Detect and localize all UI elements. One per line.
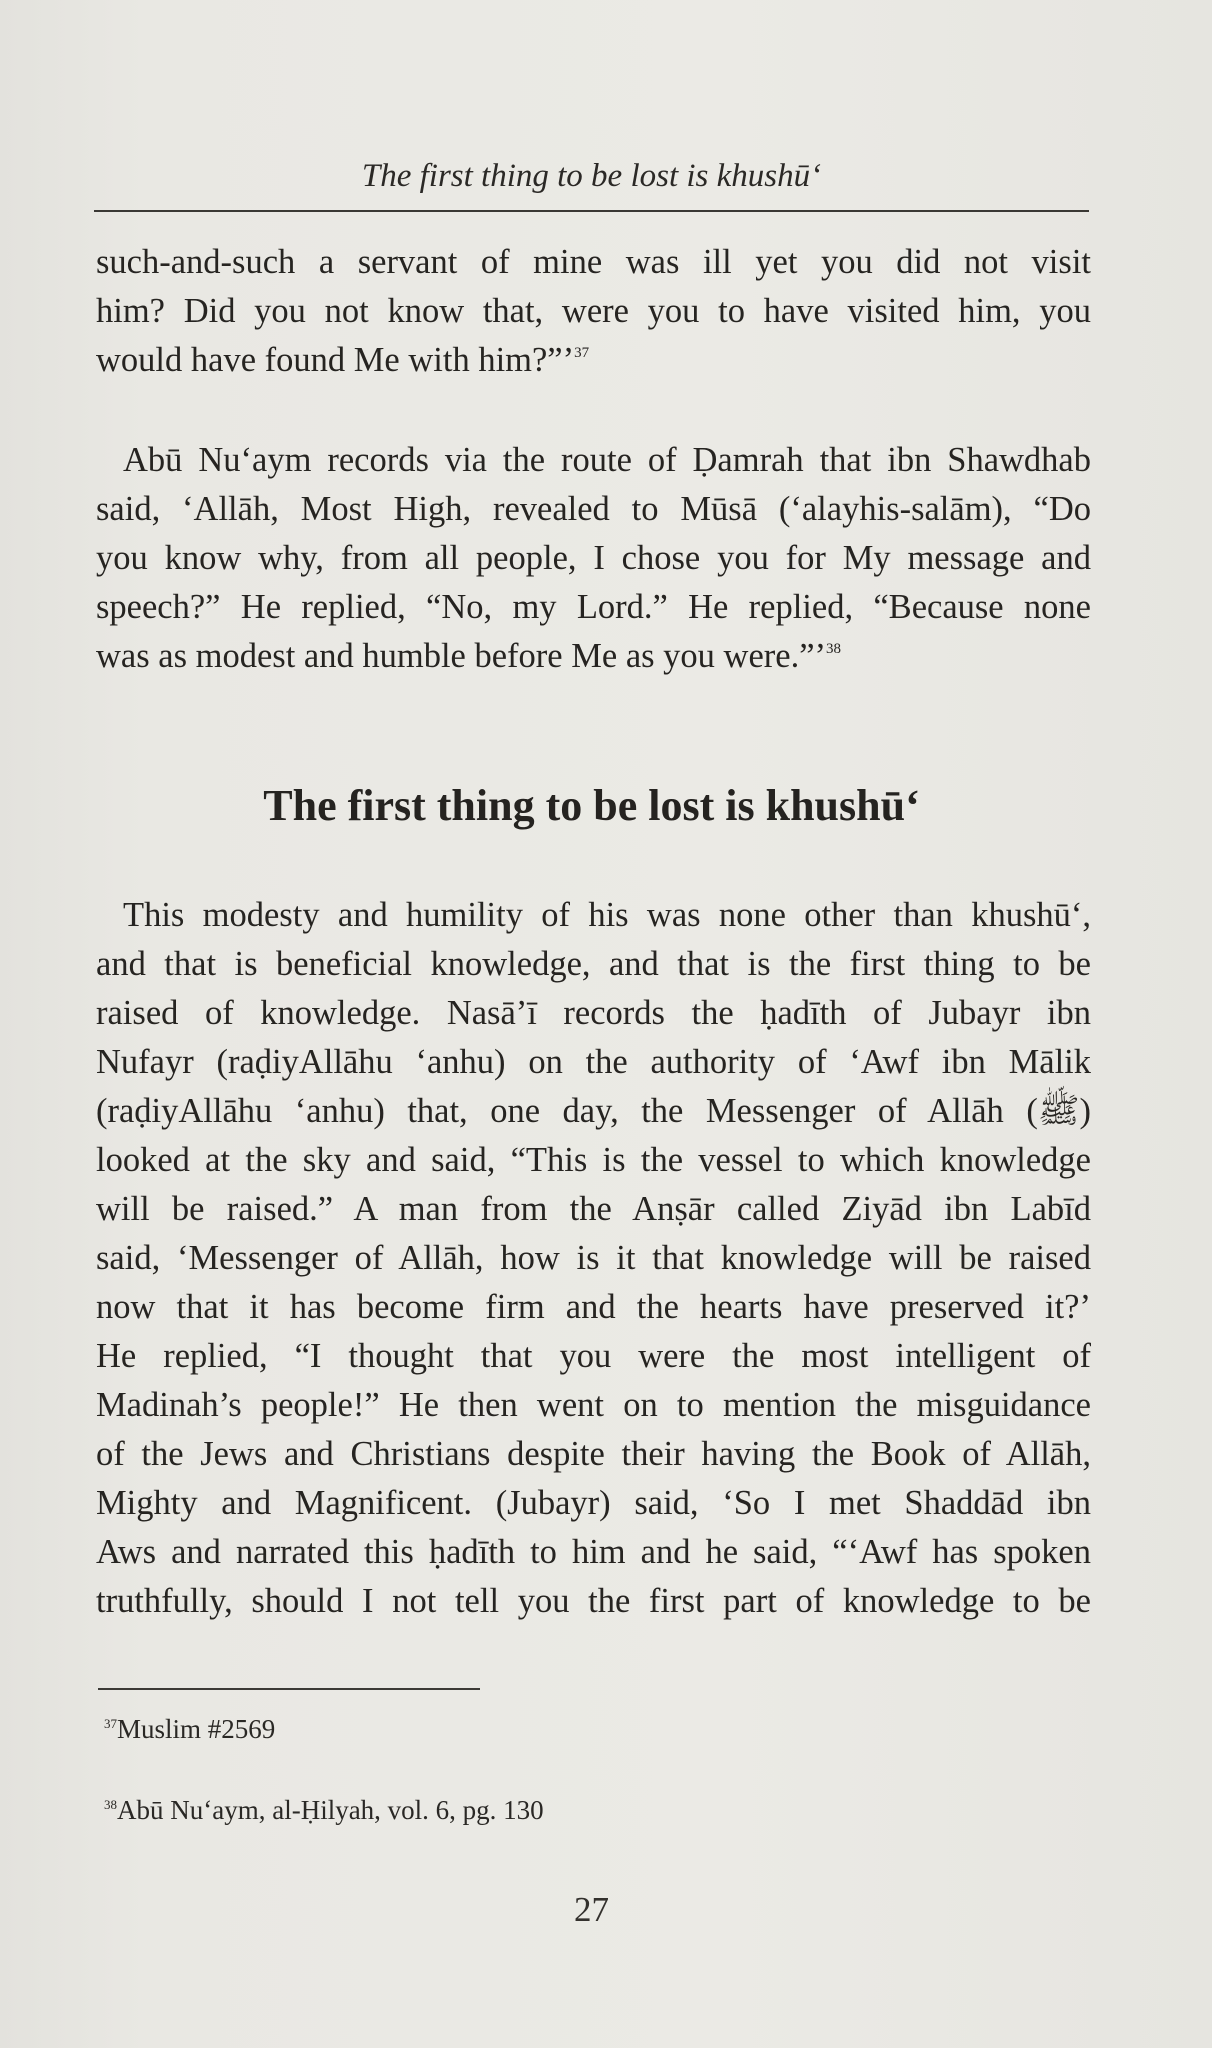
text-line: (raḍiyAllāhu ‘anhu) that, one day, the Messenger of Allāh (ﷺ): [96, 1092, 1091, 1130]
text-line: Aws and narrated this ḥadīth to him and he said, “‘Awf has spoken: [96, 1533, 1091, 1571]
text-line: truthfully, should I not tell you the first part of knowledge to be: [96, 1582, 1091, 1620]
text-line: Madinah’s people!” He then went on to mention the misguidance: [96, 1386, 1091, 1424]
footnote-38: [104, 1795, 544, 1826]
text-line: such-and-such a servant of mine was ill yet you did not visit: [96, 243, 1091, 281]
text-line-content: would have found Me with him?”’: [96, 341, 575, 379]
page-number: 27: [574, 1890, 609, 1929]
footnote-text: Abū Nu‘aym, al-Ḥilyah, vol. 6, pg. 130: [117, 1795, 544, 1825]
text-line: said, ‘Allāh, Most High, revealed to Mūsā (‘alayhis-salām), “Do: [96, 490, 1091, 528]
footnote-37: [104, 1714, 275, 1745]
text-line: Mighty and Magnificent. (Jubayr) said, ‘So I met Shaddād ibn: [96, 1484, 1091, 1522]
paragraph-1: [96, 238, 1091, 385]
header-rule: [94, 210, 1089, 212]
footnote-ref-37[interactable]: 37: [574, 345, 590, 361]
text-line: now that it has become firm and the hearts have preserved it?’: [96, 1288, 1091, 1326]
text-line: you know why, from all people, I chose you for My message and: [96, 539, 1091, 577]
paragraph-2: [96, 436, 1091, 681]
running-head: The first thing to be lost is khushū‘: [361, 158, 822, 194]
text-line: Nufayr (raḍiyAllāhu ‘anhu) on the authority of ‘Awf ibn Mālik: [96, 1043, 1091, 1081]
text-line: will be raised.” A man from the Anṣār called Ziyād ibn Labīd: [96, 1190, 1091, 1228]
footnote-rule: [98, 1688, 480, 1690]
text-line-content: was as modest and humble before Me as you were.”’: [96, 637, 827, 675]
text-line: [96, 336, 1091, 385]
text-line: [96, 632, 1091, 681]
text-line: This modesty and humility of his was none other than khushū‘,: [123, 896, 1091, 934]
text-line: looked at the sky and said, “This is the vessel to which knowledge: [96, 1141, 1091, 1179]
footnote-ref-38[interactable]: 38: [826, 641, 842, 657]
footnote-number: 38: [104, 1797, 117, 1812]
text-line: raised of knowledge. Nasā’ī records the ḥadīth of Jubayr ibn: [96, 994, 1091, 1032]
footnote-number: 37: [104, 1716, 117, 1731]
text-line: He replied, “I thought that you were the most intelligent of: [96, 1337, 1091, 1375]
paragraph-3: [96, 891, 1091, 1626]
footnote-text: Muslim #2569: [117, 1714, 276, 1744]
section-heading: The first thing to be lost is khushū‘: [263, 781, 920, 830]
text-line: said, ‘Messenger of Allāh, how is it that knowledge will be raised: [96, 1239, 1091, 1277]
text-line: of the Jews and Christians despite their having the Book of Allāh,: [96, 1435, 1091, 1473]
text-line: speech?” He replied, “No, my Lord.” He replied, “Because none: [96, 588, 1091, 626]
text-line: him? Did you not know that, were you to have visited him, you: [96, 292, 1091, 330]
text-line: and that is beneficial knowledge, and that is the first thing to be: [96, 945, 1091, 983]
text-line: Abū Nu‘aym records via the route of Ḍamrah that ibn Shawdhab: [123, 441, 1091, 479]
